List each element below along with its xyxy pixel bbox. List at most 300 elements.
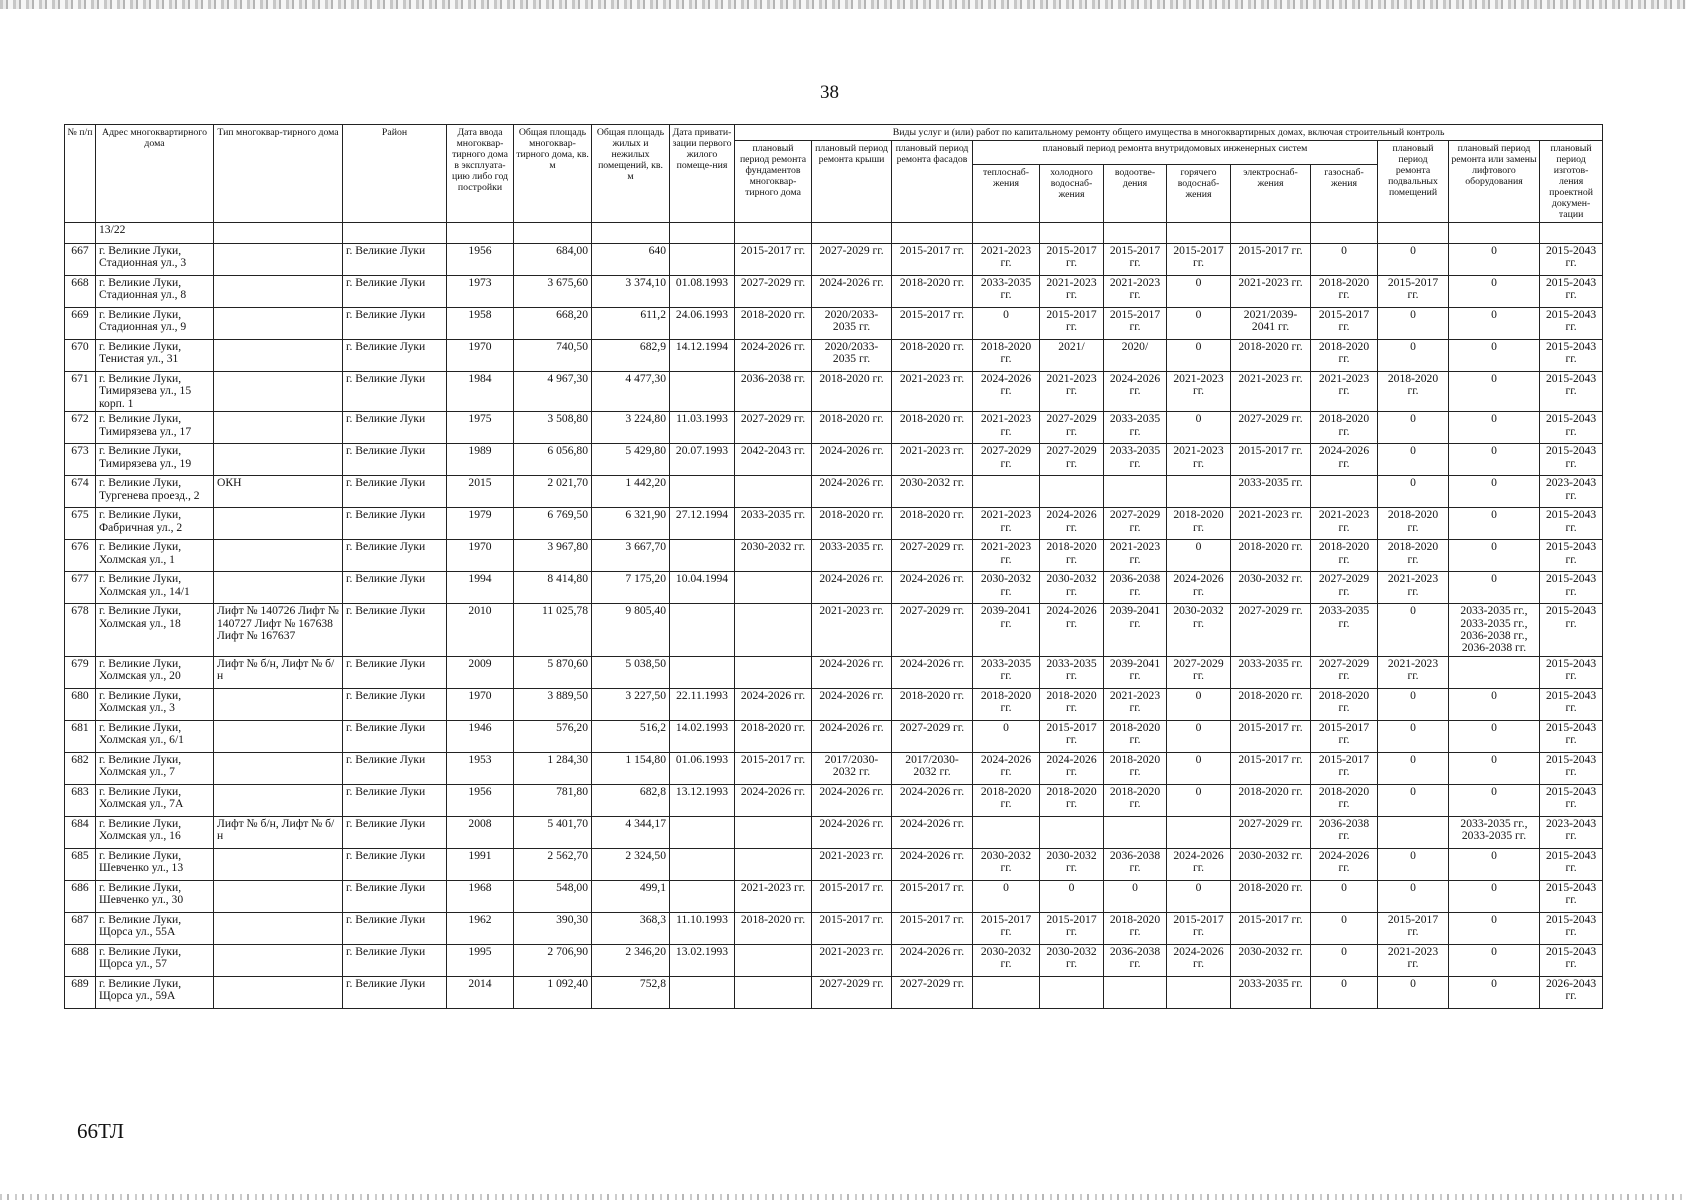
table-row	[65, 308, 1603, 340]
table-cell: 781,80	[514, 784, 592, 816]
table-cell: 0	[1449, 572, 1540, 604]
header-type: Тип многоквар-тирного дома	[214, 125, 343, 223]
table-cell: 2018-2020 гг.	[1104, 912, 1167, 944]
table-cell: г. Великие Луки	[343, 244, 447, 276]
table-cell: 2015-2017 гг.	[735, 752, 812, 784]
table-row	[65, 244, 1603, 276]
table-cell: 2027-2029 гг.	[892, 540, 973, 572]
table-row	[65, 752, 1603, 784]
table-cell: 2018-2020 гг.	[1231, 540, 1311, 572]
table-cell: 2018-2020 гг.	[1231, 784, 1311, 816]
table-cell: 2010	[447, 604, 514, 657]
table-cell: г. Великие Луки, Холмская ул., 3	[96, 688, 214, 720]
table-cell: 1984	[447, 372, 514, 412]
table-cell: 2018-2020 гг.	[1231, 340, 1311, 372]
table-cell: г. Великие Луки	[343, 688, 447, 720]
table-cell: 0	[1378, 444, 1449, 476]
table-cell: 0	[1167, 308, 1231, 340]
table-cell: г. Великие Луки, Тенистая ул., 31	[96, 340, 214, 372]
table-cell	[735, 976, 812, 1008]
table-cell: 2015-2017 гг.	[1231, 752, 1311, 784]
table-cell	[1104, 976, 1167, 1008]
table-cell: г. Великие Луки	[343, 784, 447, 816]
table-cell: 0	[1449, 912, 1540, 944]
table-cell: 2039-2041 гг.	[1104, 656, 1167, 688]
table-cell	[214, 752, 343, 784]
table-cell: 2015-2017 гг.	[892, 308, 973, 340]
table-cell: 2018-2020 гг.	[735, 308, 812, 340]
table-cell: 2024-2026 гг.	[1311, 848, 1378, 880]
table-cell: 2024-2026 гг.	[1167, 572, 1231, 604]
table-cell: 2024-2026 гг.	[812, 656, 892, 688]
table-cell	[973, 476, 1040, 508]
table-cell: 2021-2023 гг.	[1231, 372, 1311, 412]
table-cell: 2 021,70	[514, 476, 592, 508]
header-gas: газоснаб-жения	[1311, 165, 1378, 223]
table-cell: 687	[65, 912, 96, 944]
table-cell	[670, 244, 735, 276]
table-row	[65, 604, 1603, 657]
table-cell: 1979	[447, 508, 514, 540]
table-cell: г. Великие Луки	[343, 372, 447, 412]
table-cell	[214, 276, 343, 308]
table-row	[65, 372, 1603, 412]
table-cell: 2024-2026 гг.	[812, 572, 892, 604]
table-cell: 2033-2035 гг.	[1311, 604, 1378, 657]
table-cell: 0	[1167, 752, 1231, 784]
table-row	[65, 572, 1603, 604]
table-cell: 2039-2041 гг.	[973, 604, 1040, 657]
table-cell	[973, 816, 1040, 848]
table-cell: 2015-2017 гг.	[1104, 244, 1167, 276]
table-cell	[1231, 223, 1311, 244]
table-cell: 2027-2029 гг.	[1040, 412, 1104, 444]
table-row	[65, 656, 1603, 688]
table-cell: 2027-2029 гг.	[1231, 816, 1311, 848]
table-cell: 2018-2020 гг.	[1311, 412, 1378, 444]
table-cell: 2024-2026 гг.	[812, 444, 892, 476]
table-cell: 0	[1449, 752, 1540, 784]
table-cell	[214, 540, 343, 572]
table-cell: 2015-2017 гг.	[973, 912, 1040, 944]
table-cell: 2024-2026 гг.	[812, 816, 892, 848]
table-cell: 2020/2033-2035 гг.	[812, 340, 892, 372]
table-cell: Лифт № 140726 Лифт № 140727 Лифт № 167638 Лифт № 167637	[214, 604, 343, 657]
table-cell: 1956	[447, 784, 514, 816]
table-cell: 1994	[447, 572, 514, 604]
table-cell: 0	[1378, 880, 1449, 912]
table-cell: 2027-2029 гг.	[1040, 444, 1104, 476]
table-cell: 5 401,70	[514, 816, 592, 848]
table-cell: 2027-2029 гг.	[1311, 572, 1378, 604]
table-cell: 8 414,80	[514, 572, 592, 604]
table-cell: 2021-2023 гг.	[1104, 688, 1167, 720]
table-cell: 2015-2043 гг.	[1540, 412, 1603, 444]
table-cell	[214, 784, 343, 816]
table-cell: 2015-2043 гг.	[1540, 880, 1603, 912]
table-cell	[973, 976, 1040, 1008]
table-cell: 2024-2026 гг.	[892, 848, 973, 880]
table-cell: 14.02.1993	[670, 720, 735, 752]
table-cell: 0	[1449, 412, 1540, 444]
table-cell: 2027-2029 гг.	[892, 604, 973, 657]
table-cell: 2018-2020 гг.	[892, 688, 973, 720]
table-cell: 0	[1378, 412, 1449, 444]
table-cell: 2030-2032 гг.	[1231, 944, 1311, 976]
table-cell: 2 346,20	[592, 944, 670, 976]
table-cell: 2018-2020 гг.	[892, 508, 973, 540]
table-cell: 0	[1449, 508, 1540, 540]
header-basement: плановый период ремонта подвальных помещений	[1378, 141, 1449, 223]
table-cell: 0	[1311, 880, 1378, 912]
table-cell: 0	[973, 880, 1040, 912]
table-cell: г. Великие Луки, Тимирязева ул., 15 корп. 1	[96, 372, 214, 412]
table-cell: 3 889,50	[514, 688, 592, 720]
table-cell: 2039-2041 гг.	[1104, 604, 1167, 657]
table-cell: 0	[1167, 688, 1231, 720]
table-cell	[214, 572, 343, 604]
table-cell: 2024-2026 гг.	[812, 476, 892, 508]
table-cell: 5 038,50	[592, 656, 670, 688]
table-cell: г. Великие Луки	[343, 604, 447, 657]
table-row	[65, 720, 1603, 752]
table-cell: 2017/2030-2032 гг.	[892, 752, 973, 784]
table-cell: 2018-2020 гг.	[892, 412, 973, 444]
table-cell: 689	[65, 976, 96, 1008]
header-facade: плановый период ремонта фасадов	[892, 141, 973, 223]
table-row	[65, 784, 1603, 816]
table-cell	[735, 476, 812, 508]
table-cell: 2033-2035 гг.	[1231, 476, 1311, 508]
table-cell	[343, 223, 447, 244]
table-cell: 1946	[447, 720, 514, 752]
table-cell: 2036-2038 гг.	[1104, 572, 1167, 604]
table-cell	[892, 223, 973, 244]
table-cell: 2030-2032 гг.	[1231, 572, 1311, 604]
table-cell: 673	[65, 444, 96, 476]
header-hot-water: горячего водоснаб-жения	[1167, 165, 1231, 223]
table-cell: 2033-2035 гг.	[973, 276, 1040, 308]
table-cell: 6 321,90	[592, 508, 670, 540]
table-cell	[1378, 223, 1449, 244]
table-cell: 2027-2029 гг.	[1231, 604, 1311, 657]
table-cell: 2015-2043 гг.	[1540, 912, 1603, 944]
table-cell: 2020/	[1104, 340, 1167, 372]
table-cell: 499,1	[592, 880, 670, 912]
table-row	[65, 444, 1603, 476]
table-cell	[214, 508, 343, 540]
table-cell: 2018-2020 гг.	[1378, 508, 1449, 540]
table-cell: 2015-2017 гг.	[1311, 720, 1378, 752]
table-cell: 1995	[447, 944, 514, 976]
table-cell: 2015-2043 гг.	[1540, 784, 1603, 816]
table-cell: 2015-2043 гг.	[1540, 604, 1603, 657]
scan-edge-top	[0, 0, 1686, 9]
table-cell: 2033-2035 гг.	[1104, 412, 1167, 444]
table-cell: 2030-2032 гг.	[973, 572, 1040, 604]
table-cell	[735, 223, 812, 244]
table-cell: 2024-2026 гг.	[1311, 444, 1378, 476]
table-cell: 2024-2026 гг.	[1040, 508, 1104, 540]
table-cell: 1 442,20	[592, 476, 670, 508]
table-cell: г. Великие Луки, Холмская ул., 20	[96, 656, 214, 688]
table-cell: 2018-2020 гг.	[735, 912, 812, 944]
table-cell: 2015-2017 гг.	[892, 244, 973, 276]
table-cell	[735, 572, 812, 604]
table-cell: 1975	[447, 412, 514, 444]
table-cell: 2024-2026 гг.	[973, 372, 1040, 412]
table-cell: 2015-2043 гг.	[1540, 720, 1603, 752]
table-cell: 2027-2029 гг.	[1231, 412, 1311, 444]
table-cell: 2030-2032 гг.	[1040, 848, 1104, 880]
table-cell: 2015-2043 гг.	[1540, 752, 1603, 784]
table-row	[65, 476, 1603, 508]
table-cell: 1991	[447, 848, 514, 880]
table-cell: 2018-2020 гг.	[812, 412, 892, 444]
table-cell: 24.06.1993	[670, 308, 735, 340]
table-cell: 1970	[447, 340, 514, 372]
table-cell: 0	[1378, 752, 1449, 784]
table-cell: 674	[65, 476, 96, 508]
header-roof: плановый период ремонта крыши	[812, 141, 892, 223]
table-cell: 0	[1167, 880, 1231, 912]
table-cell: 0	[1311, 244, 1378, 276]
table-cell: 2021-2023 гг.	[973, 244, 1040, 276]
table-cell: г. Великие Луки	[343, 308, 447, 340]
table-cell: 2030-2032 гг.	[973, 848, 1040, 880]
table-cell: 0	[1167, 784, 1231, 816]
table-cell: 2024-2026 гг.	[1040, 604, 1104, 657]
table-cell: 4 344,17	[592, 816, 670, 848]
table-cell: 2015-2043 гг.	[1540, 244, 1603, 276]
table-cell: 2027-2029 гг.	[812, 976, 892, 1008]
table-cell	[735, 816, 812, 848]
table-cell: 0	[1311, 976, 1378, 1008]
table-cell: 2027-2029 гг.	[973, 444, 1040, 476]
header-total-area: Общая площадь многоквар-тирного дома, кв. м	[514, 125, 592, 223]
table-cell: 2021-2023 гг.	[973, 412, 1040, 444]
table-cell	[1040, 223, 1104, 244]
table-cell	[1167, 223, 1231, 244]
table-row	[65, 540, 1603, 572]
table-cell: 2021-2023 гг.	[973, 508, 1040, 540]
table-cell: 2018-2020 гг.	[1378, 372, 1449, 412]
table-cell: 2015-2017 гг.	[1167, 912, 1231, 944]
table-cell	[735, 944, 812, 976]
table-cell: 2021-2023 гг.	[1167, 372, 1231, 412]
table-cell: 2033-2035 гг.	[1104, 444, 1167, 476]
header-address: Адрес многоквартирного дома	[96, 125, 214, 223]
table-cell: 1953	[447, 752, 514, 784]
table-cell: 0	[1167, 340, 1231, 372]
table-cell: г. Великие Луки	[343, 848, 447, 880]
table-cell: 0	[1449, 540, 1540, 572]
table-cell	[1040, 976, 1104, 1008]
table-cell: 2024-2026 гг.	[812, 688, 892, 720]
table-cell: 2024-2026 гг.	[812, 276, 892, 308]
table-cell: 2015-2043 гг.	[1540, 276, 1603, 308]
table-cell: 683	[65, 784, 96, 816]
table-cell: 2021-2023 гг.	[1040, 372, 1104, 412]
table-cell: 2021-2023 гг.	[1378, 656, 1449, 688]
table-cell: 2024-2026 гг.	[735, 340, 812, 372]
table-cell: 2021-2023 гг.	[1104, 540, 1167, 572]
table-cell	[670, 880, 735, 912]
table-cell: 740,50	[514, 340, 592, 372]
table-cell: 0	[1104, 880, 1167, 912]
scan-edge-bottom	[0, 1194, 1686, 1200]
table-cell	[1449, 656, 1540, 688]
table-cell: 2024-2026 гг.	[812, 784, 892, 816]
table-cell: 2024-2026 гг.	[735, 784, 812, 816]
table-cell: г. Великие Луки	[343, 572, 447, 604]
table-cell	[447, 223, 514, 244]
table-cell: 0	[1449, 372, 1540, 412]
table-cell: г. Великие Луки, Холмская ул., 14/1	[96, 572, 214, 604]
table-cell: 2015-2017 гг.	[1378, 912, 1449, 944]
table-cell: г. Великие Луки, Холмская ул., 6/1	[96, 720, 214, 752]
table-cell	[670, 223, 735, 244]
table-cell: 2033-2035 гг.	[1231, 656, 1311, 688]
table-row	[65, 276, 1603, 308]
table-cell: 2027-2029 гг.	[735, 276, 812, 308]
table-cell	[1167, 816, 1231, 848]
table-cell: 0	[1378, 476, 1449, 508]
table-cell: 2018-2020 гг.	[1104, 752, 1167, 784]
table-cell: 2021-2023 гг.	[1311, 372, 1378, 412]
table-cell	[1104, 476, 1167, 508]
table-cell: г. Великие Луки	[343, 444, 447, 476]
table-cell: 672	[65, 412, 96, 444]
table-cell: 2027-2029 гг.	[892, 720, 973, 752]
header-engineering-group: плановый период ремонта внутридомовых инженерных систем	[973, 141, 1378, 165]
table-cell: 2018-2020 гг.	[1040, 540, 1104, 572]
table-cell: 2018-2020 гг.	[973, 688, 1040, 720]
table-cell: 2015	[447, 476, 514, 508]
table-cell: 2015-2017 гг.	[812, 912, 892, 944]
table-cell: 1968	[447, 880, 514, 912]
table-cell: 669	[65, 308, 96, 340]
table-cell: 7 175,20	[592, 572, 670, 604]
table-cell: г. Великие Луки, Холмская ул., 1	[96, 540, 214, 572]
table-cell	[214, 976, 343, 1008]
table-cell: 0	[1449, 276, 1540, 308]
table-cell: 1 284,30	[514, 752, 592, 784]
table-cell: 6 056,80	[514, 444, 592, 476]
table-cell: 0	[1167, 412, 1231, 444]
table-cell: 2024-2026 гг.	[812, 720, 892, 752]
table-cell: 2015-2017 гг.	[1231, 912, 1311, 944]
table-cell: 2027-2029 гг.	[735, 412, 812, 444]
table-cell	[670, 372, 735, 412]
table-cell: 0	[1378, 244, 1449, 276]
table-cell: 1970	[447, 688, 514, 720]
table-cell: 2024-2026 гг.	[892, 944, 973, 976]
table-cell: 2021-2023 гг.	[812, 944, 892, 976]
table-cell: 2015-2043 гг.	[1540, 944, 1603, 976]
table-cell: 2015-2017 гг.	[1231, 244, 1311, 276]
table-cell: 0	[1378, 308, 1449, 340]
table-cell: 2030-2032 гг.	[1167, 604, 1231, 657]
table-cell: 667	[65, 244, 96, 276]
table-cell: 2027-2029 гг.	[1167, 656, 1231, 688]
table-cell: 2024-2026 гг.	[1104, 372, 1167, 412]
table-cell: 2015-2017 гг.	[1311, 752, 1378, 784]
table-cell	[670, 604, 735, 657]
table-cell: 2027-2029 гг.	[892, 976, 973, 1008]
table-cell: 2021-2023 гг.	[1231, 276, 1311, 308]
table-cell: 0	[1449, 476, 1540, 508]
table-cell	[973, 223, 1040, 244]
table-cell: 688	[65, 944, 96, 976]
table-cell: 2042-2043 гг.	[735, 444, 812, 476]
table-cell: 2030-2032 гг.	[1040, 572, 1104, 604]
table-cell: 516,2	[592, 720, 670, 752]
table-cell: 2015-2017 гг.	[1040, 720, 1104, 752]
table-cell: 2021-2023 гг.	[973, 540, 1040, 572]
table-cell: 2021-2023 гг.	[1378, 572, 1449, 604]
table-cell: 0	[1378, 784, 1449, 816]
table-cell: г. Великие Луки, Щорса ул., 57	[96, 944, 214, 976]
table-cell: 3 508,80	[514, 412, 592, 444]
table-cell	[65, 223, 96, 244]
table-cell: 3 374,10	[592, 276, 670, 308]
table-cell	[670, 656, 735, 688]
table-cell: 678	[65, 604, 96, 657]
table-cell	[514, 223, 592, 244]
table-cell	[214, 688, 343, 720]
table-cell: 0	[1167, 540, 1231, 572]
table-cell: 611,2	[592, 308, 670, 340]
table-cell: г. Великие Луки	[343, 412, 447, 444]
table-cell: 5 870,60	[514, 656, 592, 688]
table-cell: 2021-2023 гг.	[1378, 944, 1449, 976]
table-cell: 682,8	[592, 784, 670, 816]
table-cell: 2018-2020 гг.	[1311, 276, 1378, 308]
table-cell: 2018-2020 гг.	[1311, 340, 1378, 372]
table-cell: 0	[1449, 944, 1540, 976]
table-cell: 27.12.1994	[670, 508, 735, 540]
header-num: № п/п	[65, 125, 96, 223]
table-cell: 1 154,80	[592, 752, 670, 784]
table-cell: 0	[973, 720, 1040, 752]
table-cell: 2018-2020 гг.	[1104, 720, 1167, 752]
table-row	[65, 976, 1603, 1008]
table-cell: 2018-2020 гг.	[892, 276, 973, 308]
table-cell: 01.06.1993	[670, 752, 735, 784]
table-cell: 2015-2017 гг.	[1104, 308, 1167, 340]
table-cell: 679	[65, 656, 96, 688]
table-cell: г. Великие Луки, Фабричная ул., 2	[96, 508, 214, 540]
table-row	[65, 944, 1603, 976]
table-cell: 2015-2017 гг.	[1167, 244, 1231, 276]
table-cell: Лифт № б/н, Лифт № б/н	[214, 816, 343, 848]
table-cell: 684,00	[514, 244, 592, 276]
table-cell	[592, 223, 670, 244]
table-cell: 2015-2043 гг.	[1540, 308, 1603, 340]
table-cell: 2015-2043 гг.	[1540, 340, 1603, 372]
table-cell: 3 967,80	[514, 540, 592, 572]
table-cell: 14.12.1994	[670, 340, 735, 372]
table-cell: 2015-2017 гг.	[1040, 912, 1104, 944]
table-cell: 2033-2035 гг., 2033-2035 гг.	[1449, 816, 1540, 848]
table-cell	[670, 540, 735, 572]
table-cell: 2014	[447, 976, 514, 1008]
table-cell: 2030-2032 гг.	[735, 540, 812, 572]
table-cell: 2 324,50	[592, 848, 670, 880]
table-cell: 752,8	[592, 976, 670, 1008]
capital-repair-table	[64, 124, 1603, 1009]
